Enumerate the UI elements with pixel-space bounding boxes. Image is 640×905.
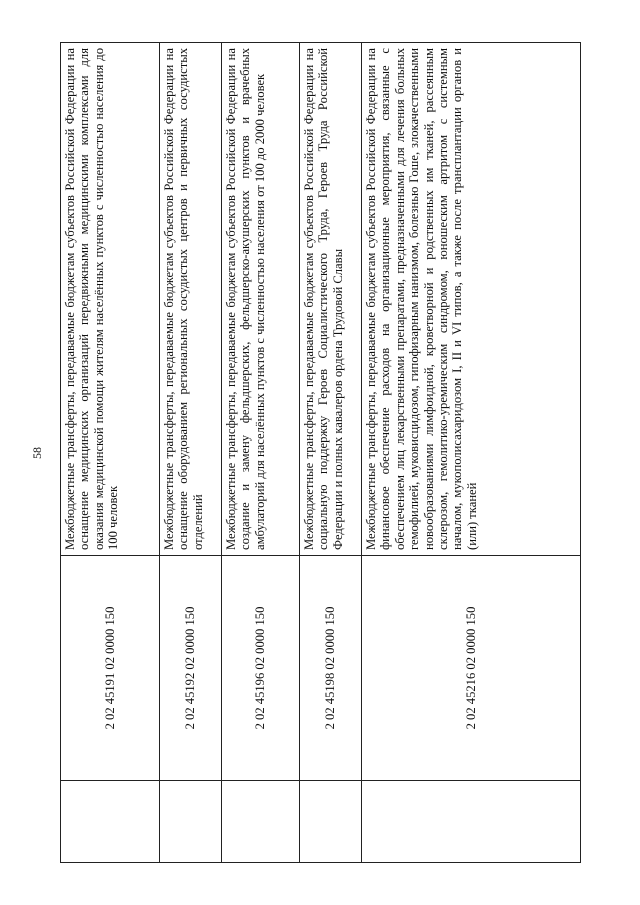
budget-description: Межбюджетные трансферты, передаваемые бюджетам субъектов Российской Федерации на оснащение медицинских организаций передвижными медицинскими комплексами для оказания медицинской помощи жителям населённых пунктов с численностью населения до 100 человек: [61, 43, 160, 556]
budget-code: 2 02 45216 02 0000 150: [362, 556, 581, 781]
budget-code: 2 02 45196 02 0000 150: [222, 556, 300, 781]
budget-description: Межбюджетные трансферты, передаваемые бюджетам субъектов Российской Федерации на финансовое обеспечение расходов на организационные мероприятия, связанные с обеспечением лиц лекарственными препаратами, предназначенными для лечения больных гемофилией, муковисцидозом, гипофизарным нанизмом, болезнью Гоше, злокачественными новообразованиями лимфоидной, кроветворной и родственных им тканей, рассеянным склерозом, гемолитико-уремическим синдромом, юношеским артритом с системным началом, мукополисахаридозом I, II и VI типов, а также после трансплантации органов и (или) тканей: [362, 43, 581, 556]
empty-cell: [362, 781, 581, 863]
budget-code: 2 02 45198 02 0000 150: [300, 556, 362, 781]
budget-description: Межбюджетные трансферты, передаваемые бюджетам субъектов Российской Федерации на оснащение оборудованием региональных сосудистых центров и первичных сосудистых отделений: [160, 43, 222, 556]
budget-table: [60, 42, 581, 863]
budget-code: 2 02 45192 02 0000 150: [160, 556, 222, 781]
table-row: [300, 43, 362, 863]
empty-cell: [300, 781, 362, 863]
empty-cell: [61, 781, 160, 863]
empty-cell: [160, 781, 222, 863]
table-row: [160, 43, 222, 863]
rotated-page: [60, 43, 580, 863]
page-number: 58: [30, 447, 44, 459]
budget-description: Межбюджетные трансферты, передаваемые бюджетам субъектов Российской Федерации на создание и замену фельдшерских, фельдшерско-акушерских пунктов и врачебных амбулаторий для населённых пунктов с численностью населения от 100 до 2000 человек: [222, 43, 300, 556]
budget-code: 2 02 45191 02 0000 150: [61, 556, 160, 781]
table-row: [362, 43, 581, 863]
table-row: [61, 43, 160, 863]
empty-cell: [222, 781, 300, 863]
table-row: [222, 43, 300, 863]
budget-description: Межбюджетные трансферты, передаваемые бюджетам субъектов Российской Федерации на социальную поддержку Героев Социалистического Труда, Героев Труда Российской Федерации и полных кавалеров ордена Трудовой Славы: [300, 43, 362, 556]
